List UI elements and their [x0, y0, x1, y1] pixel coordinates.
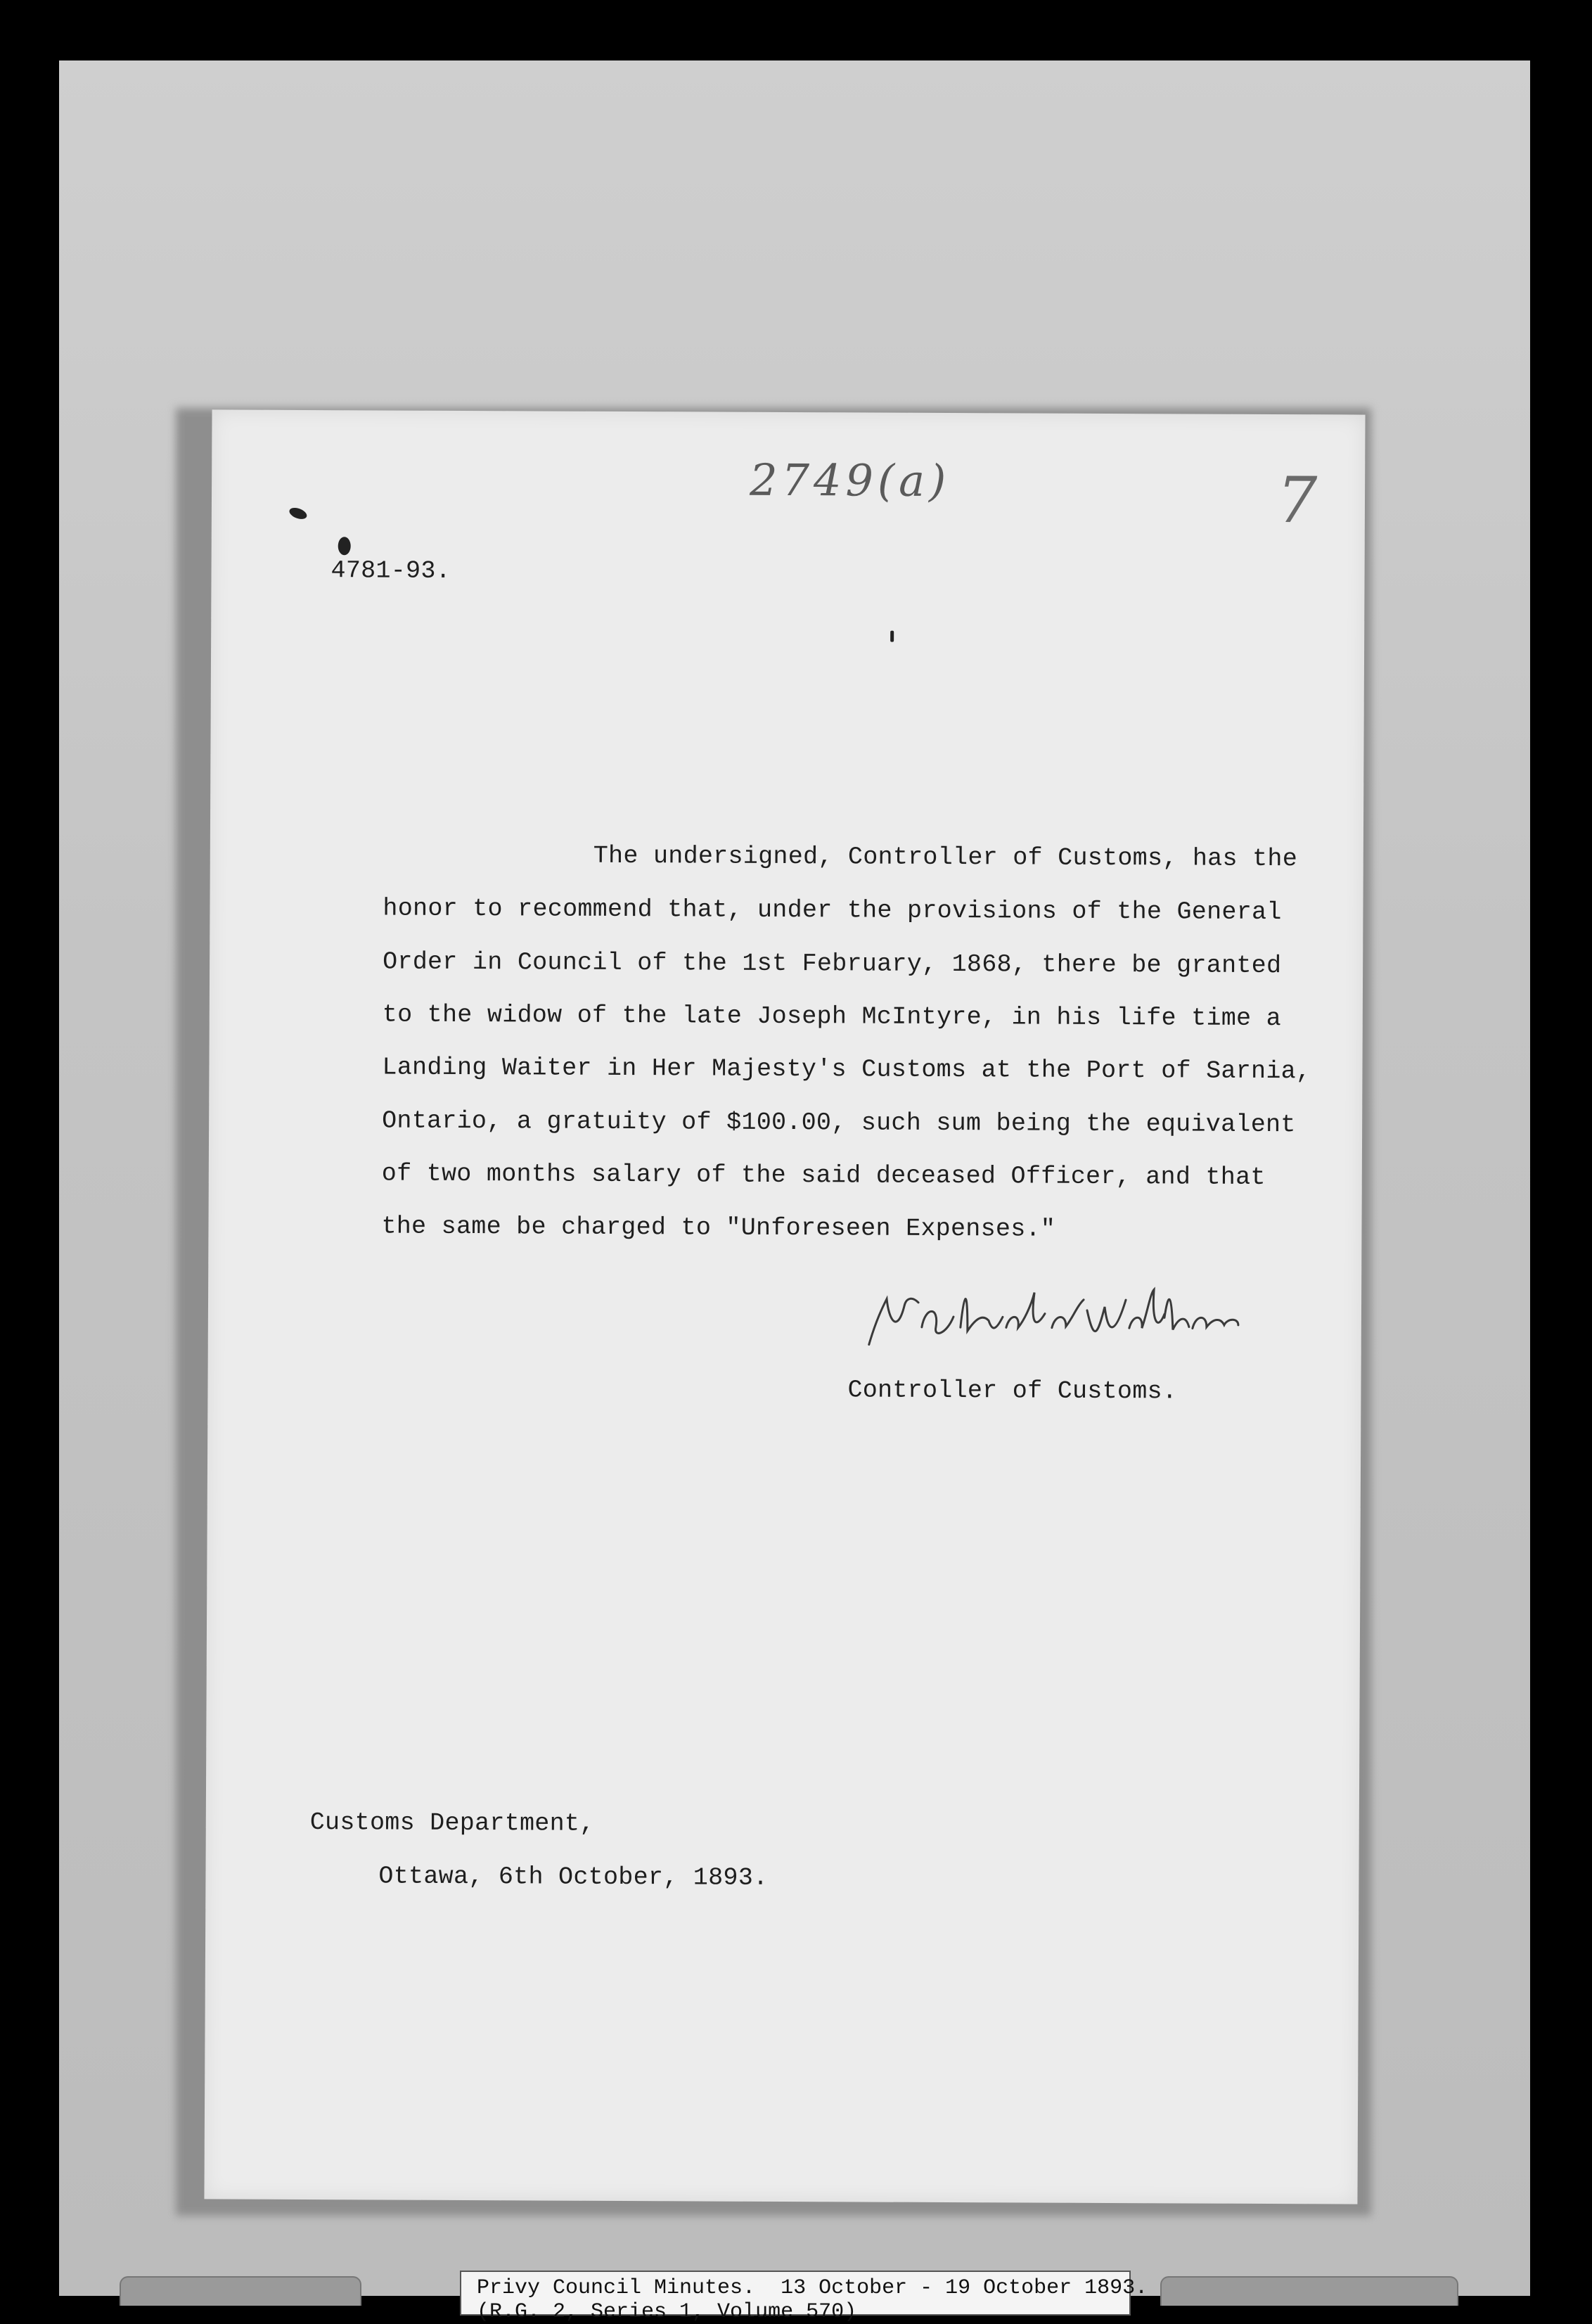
body-line: Landing Waiter in Her Majesty's Customs at the Port of Sarnia,: [382, 1053, 1311, 1086]
handwritten-signature: [855, 1277, 1250, 1363]
body-line: to the widow of the late Joseph McIntyre, in his life time a: [382, 1000, 1282, 1033]
signature-title: Controller of Customs.: [847, 1376, 1178, 1406]
ink-speck: [288, 506, 308, 521]
page-number: 7: [1276, 464, 1318, 538]
binder-clip: [120, 2276, 361, 2306]
body-line: honor to recommend that, under the provisions of the General: [383, 894, 1282, 927]
department-name: Customs Department,: [309, 1808, 595, 1838]
place-and-date: Ottawa, 6th October, 1893.: [378, 1862, 769, 1892]
archive-label: [460, 2271, 1148, 2324]
body-line: Order in Council of the 1st February, 1868, there be granted: [383, 947, 1282, 981]
body-line: The undersigned, Controller of Customs, has the: [593, 841, 1298, 874]
archive-label-title: Privy Council Minutes. 13 October - 19 October 1893.: [477, 2276, 1148, 2300]
body-line: of two months salary of the said deceased Officer, and that: [381, 1159, 1266, 1192]
handwritten-reference-number: 2749(a): [749, 454, 951, 507]
binder-clip: [1160, 2276, 1458, 2306]
archive-label-reference: (R.G. 2, Series 1, Volume 570): [477, 2300, 857, 2324]
file-number: 4781-93.: [330, 556, 451, 585]
ink-speck: [338, 537, 351, 555]
body-line: Ontario, a gratuity of $100.00, such sum being the equivalent: [382, 1106, 1296, 1139]
body-line: the same be charged to "Unforeseen Expenses.": [381, 1212, 1056, 1244]
document-page: [204, 409, 1365, 2204]
ink-speck: [890, 631, 894, 642]
